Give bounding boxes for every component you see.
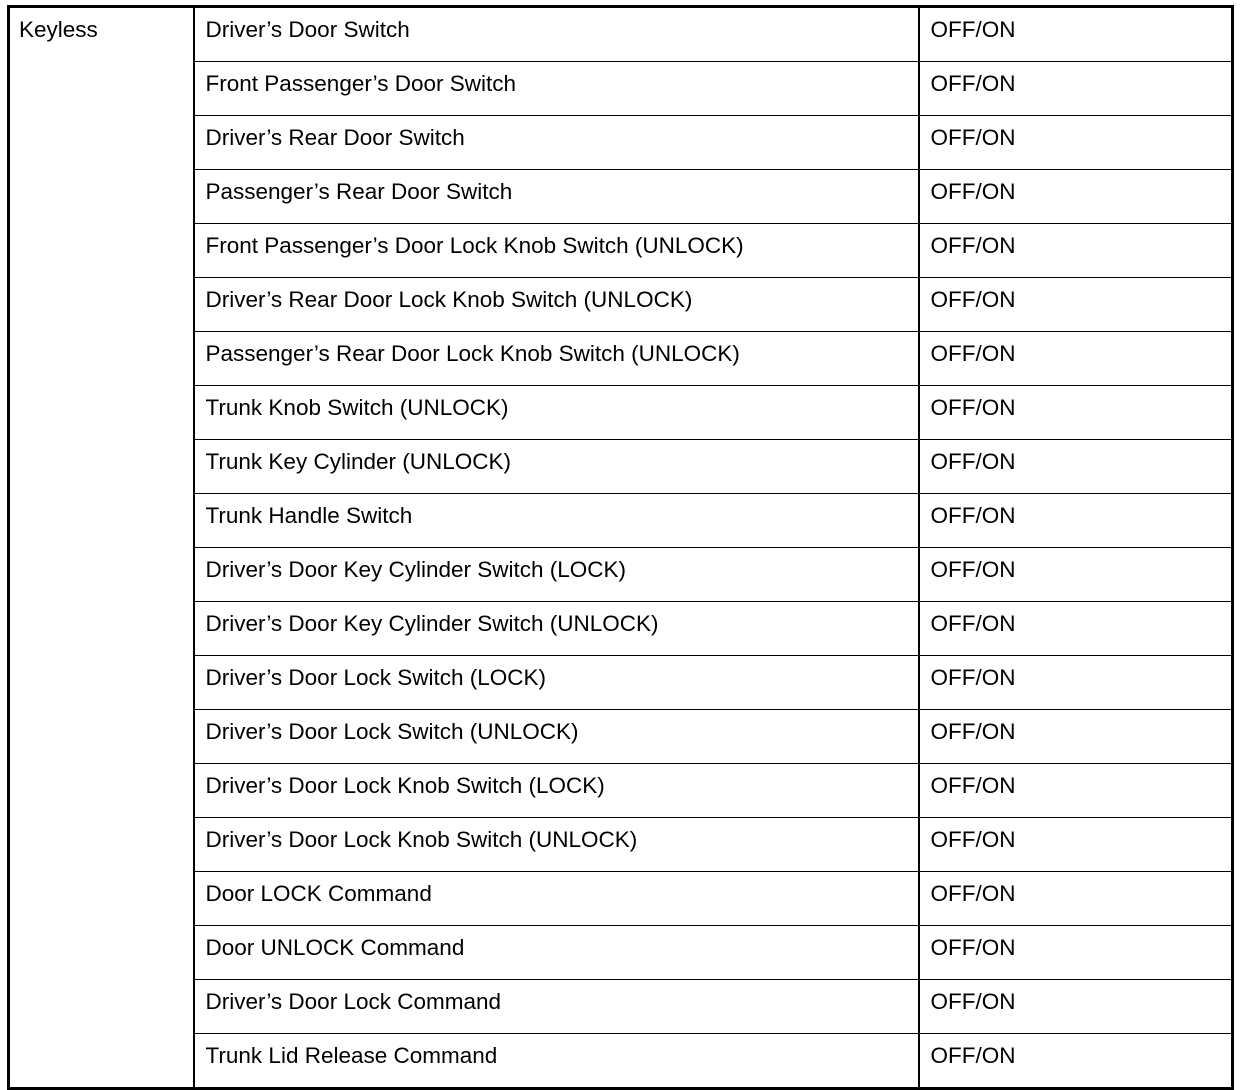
item-value-cell: OFF/ON (919, 440, 1233, 494)
item-name-cell: Driver’s Door Switch (194, 7, 919, 62)
item-name-cell: Driver’s Door Lock Knob Switch (UNLOCK) (194, 818, 919, 872)
item-value-cell: OFF/ON (919, 1034, 1233, 1089)
item-name-cell: Trunk Lid Release Command (194, 1034, 919, 1089)
item-name-cell: Trunk Key Cylinder (UNLOCK) (194, 440, 919, 494)
item-value-cell: OFF/ON (919, 548, 1233, 602)
item-value-cell: OFF/ON (919, 224, 1233, 278)
item-value-cell: OFF/ON (919, 872, 1233, 926)
item-name-cell: Driver’s Door Lock Switch (LOCK) (194, 656, 919, 710)
item-name-cell: Trunk Handle Switch (194, 494, 919, 548)
item-name-cell: Driver’s Door Key Cylinder Switch (UNLOCK) (194, 602, 919, 656)
item-value-cell: OFF/ON (919, 818, 1233, 872)
item-value-cell: OFF/ON (919, 710, 1233, 764)
item-value-cell: OFF/ON (919, 926, 1233, 980)
item-name-cell: Driver’s Rear Door Lock Knob Switch (UNLOCK) (194, 278, 919, 332)
item-name-cell: Driver’s Door Key Cylinder Switch (LOCK) (194, 548, 919, 602)
item-name-cell: Front Passenger’s Door Lock Knob Switch (UNLOCK) (194, 224, 919, 278)
item-name-cell: Driver’s Rear Door Switch (194, 116, 919, 170)
item-value-cell: OFF/ON (919, 764, 1233, 818)
item-name-cell: Door UNLOCK Command (194, 926, 919, 980)
item-value-cell: OFF/ON (919, 62, 1233, 116)
table-row (9, 7, 1233, 62)
category-cell: Keyless (9, 7, 194, 1089)
item-value-cell: OFF/ON (919, 170, 1233, 224)
item-value-cell: OFF/ON (919, 332, 1233, 386)
item-value-cell: OFF/ON (919, 386, 1233, 440)
item-name-cell: Door LOCK Command (194, 872, 919, 926)
item-value-cell: OFF/ON (919, 656, 1233, 710)
item-name-cell: Driver’s Door Lock Command (194, 980, 919, 1034)
item-value-cell: OFF/ON (919, 602, 1233, 656)
item-value-cell: OFF/ON (919, 278, 1233, 332)
item-value-cell: OFF/ON (919, 494, 1233, 548)
item-name-cell: Front Passenger’s Door Switch (194, 62, 919, 116)
keyless-signal-table (7, 5, 1234, 1090)
item-name-cell: Driver’s Door Lock Knob Switch (LOCK) (194, 764, 919, 818)
item-value-cell: OFF/ON (919, 7, 1233, 62)
item-value-cell: OFF/ON (919, 116, 1233, 170)
item-name-cell: Passenger’s Rear Door Switch (194, 170, 919, 224)
item-value-cell: OFF/ON (919, 980, 1233, 1034)
item-name-cell: Trunk Knob Switch (UNLOCK) (194, 386, 919, 440)
table-body (9, 7, 1233, 1089)
item-name-cell: Driver’s Door Lock Switch (UNLOCK) (194, 710, 919, 764)
item-name-cell: Passenger’s Rear Door Lock Knob Switch (UNLOCK) (194, 332, 919, 386)
